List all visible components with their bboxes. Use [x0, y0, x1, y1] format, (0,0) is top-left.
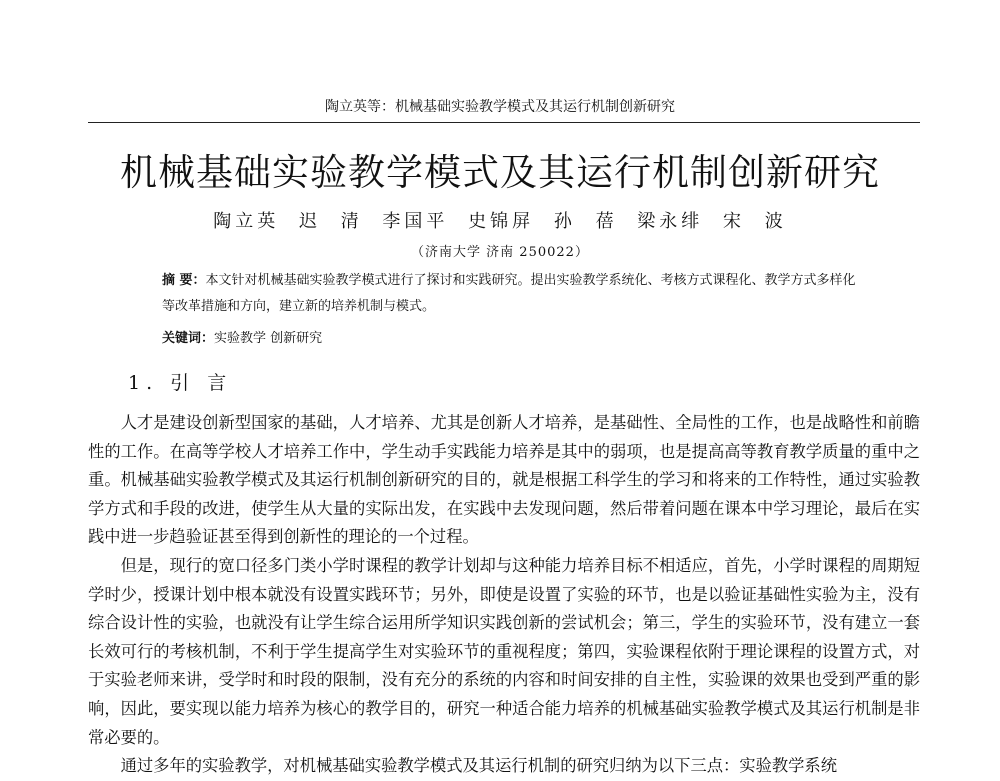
author-affiliation: （济南大学 济南 250022）	[411, 245, 589, 260]
author-list: 陶立英 迟 清 李国平 史锦屏 孙 蓓 梁永绯 宋 波	[213, 211, 787, 232]
header-divider	[88, 122, 920, 123]
article-title: 机械基础实验教学模式及其运行机制创新研究	[120, 151, 880, 194]
running-header: 陶立英等：机械基础实验教学模式及其运行机制创新研究	[325, 99, 675, 115]
keywords	[162, 326, 862, 352]
section-heading: 1. 引 言	[128, 372, 233, 394]
paragraph: 但是，现行的宽口径多门类小学时课程的教学计划却与这种能力培养目标不相适应，首先，小学时课程的周期短学时少，授课计划中根本就没有设置实践环节；另外，即使是设置了实验的环节，也是以验证基础性实验为主，没有综合设计性的实验，也就没有让学生综合运用所学知识实践创新的尝试机会；第三，学生的实验环节，没有建立一套长效可行的考核机制，不利于学生提高学生对实验环节的重视程度；第四，实验课程依附于理论课程的设置方式，对于实验老师来讲，受学时和时段的限制，没有充分的系统的内容和时间安排的自主性，实验课的效果也受到严重的影响，因此，要实现以能力培养为核心的教学目的，研究一种适合能力培养的机械基础实验教学模式及其运行机制是非常必要的。	[88, 555, 920, 747]
keywords-label: 关键词：	[162, 331, 215, 346]
abstract-text: 本文针对机械基础实验教学模式进行了探讨和实践研究。提出实验教学系统化、考核方式课程化、教学方式多样化等改革措施和方向，建立新的培养机制与模式。	[162, 273, 856, 314]
abstract-label: 摘 要：	[162, 273, 206, 288]
abstract	[162, 268, 862, 320]
paragraph: 人才是建设创新型国家的基础，人才培养、尤其是创新人才培养，是基础性、全局性的工作，也是战略性和前瞻性的工作。在高等学校人才培养工作中，学生动手实践能力培养是其中的弱项，也是提高高等教育教学质量的重中之重。机械基础实验教学模式及其运行机制创新研究的目的，就是根据工科学生的学习和将来的工作特性，通过实验教学方式和手段的改进，使学生从大量的实际出发，在实践中去发现问题，然后带着问题在课本中学习理论，最后在实践中进一步趋验证甚至得到创新性的理论的一个过程。	[88, 413, 920, 547]
keywords-text: 实验教学 创新研究	[214, 331, 323, 346]
paragraph: 通过多年的实验教学，对机械基础实验教学模式及其运行机制的研究归纳为以下三点：实验教学系统	[120, 756, 837, 776]
body-text	[88, 409, 920, 781]
